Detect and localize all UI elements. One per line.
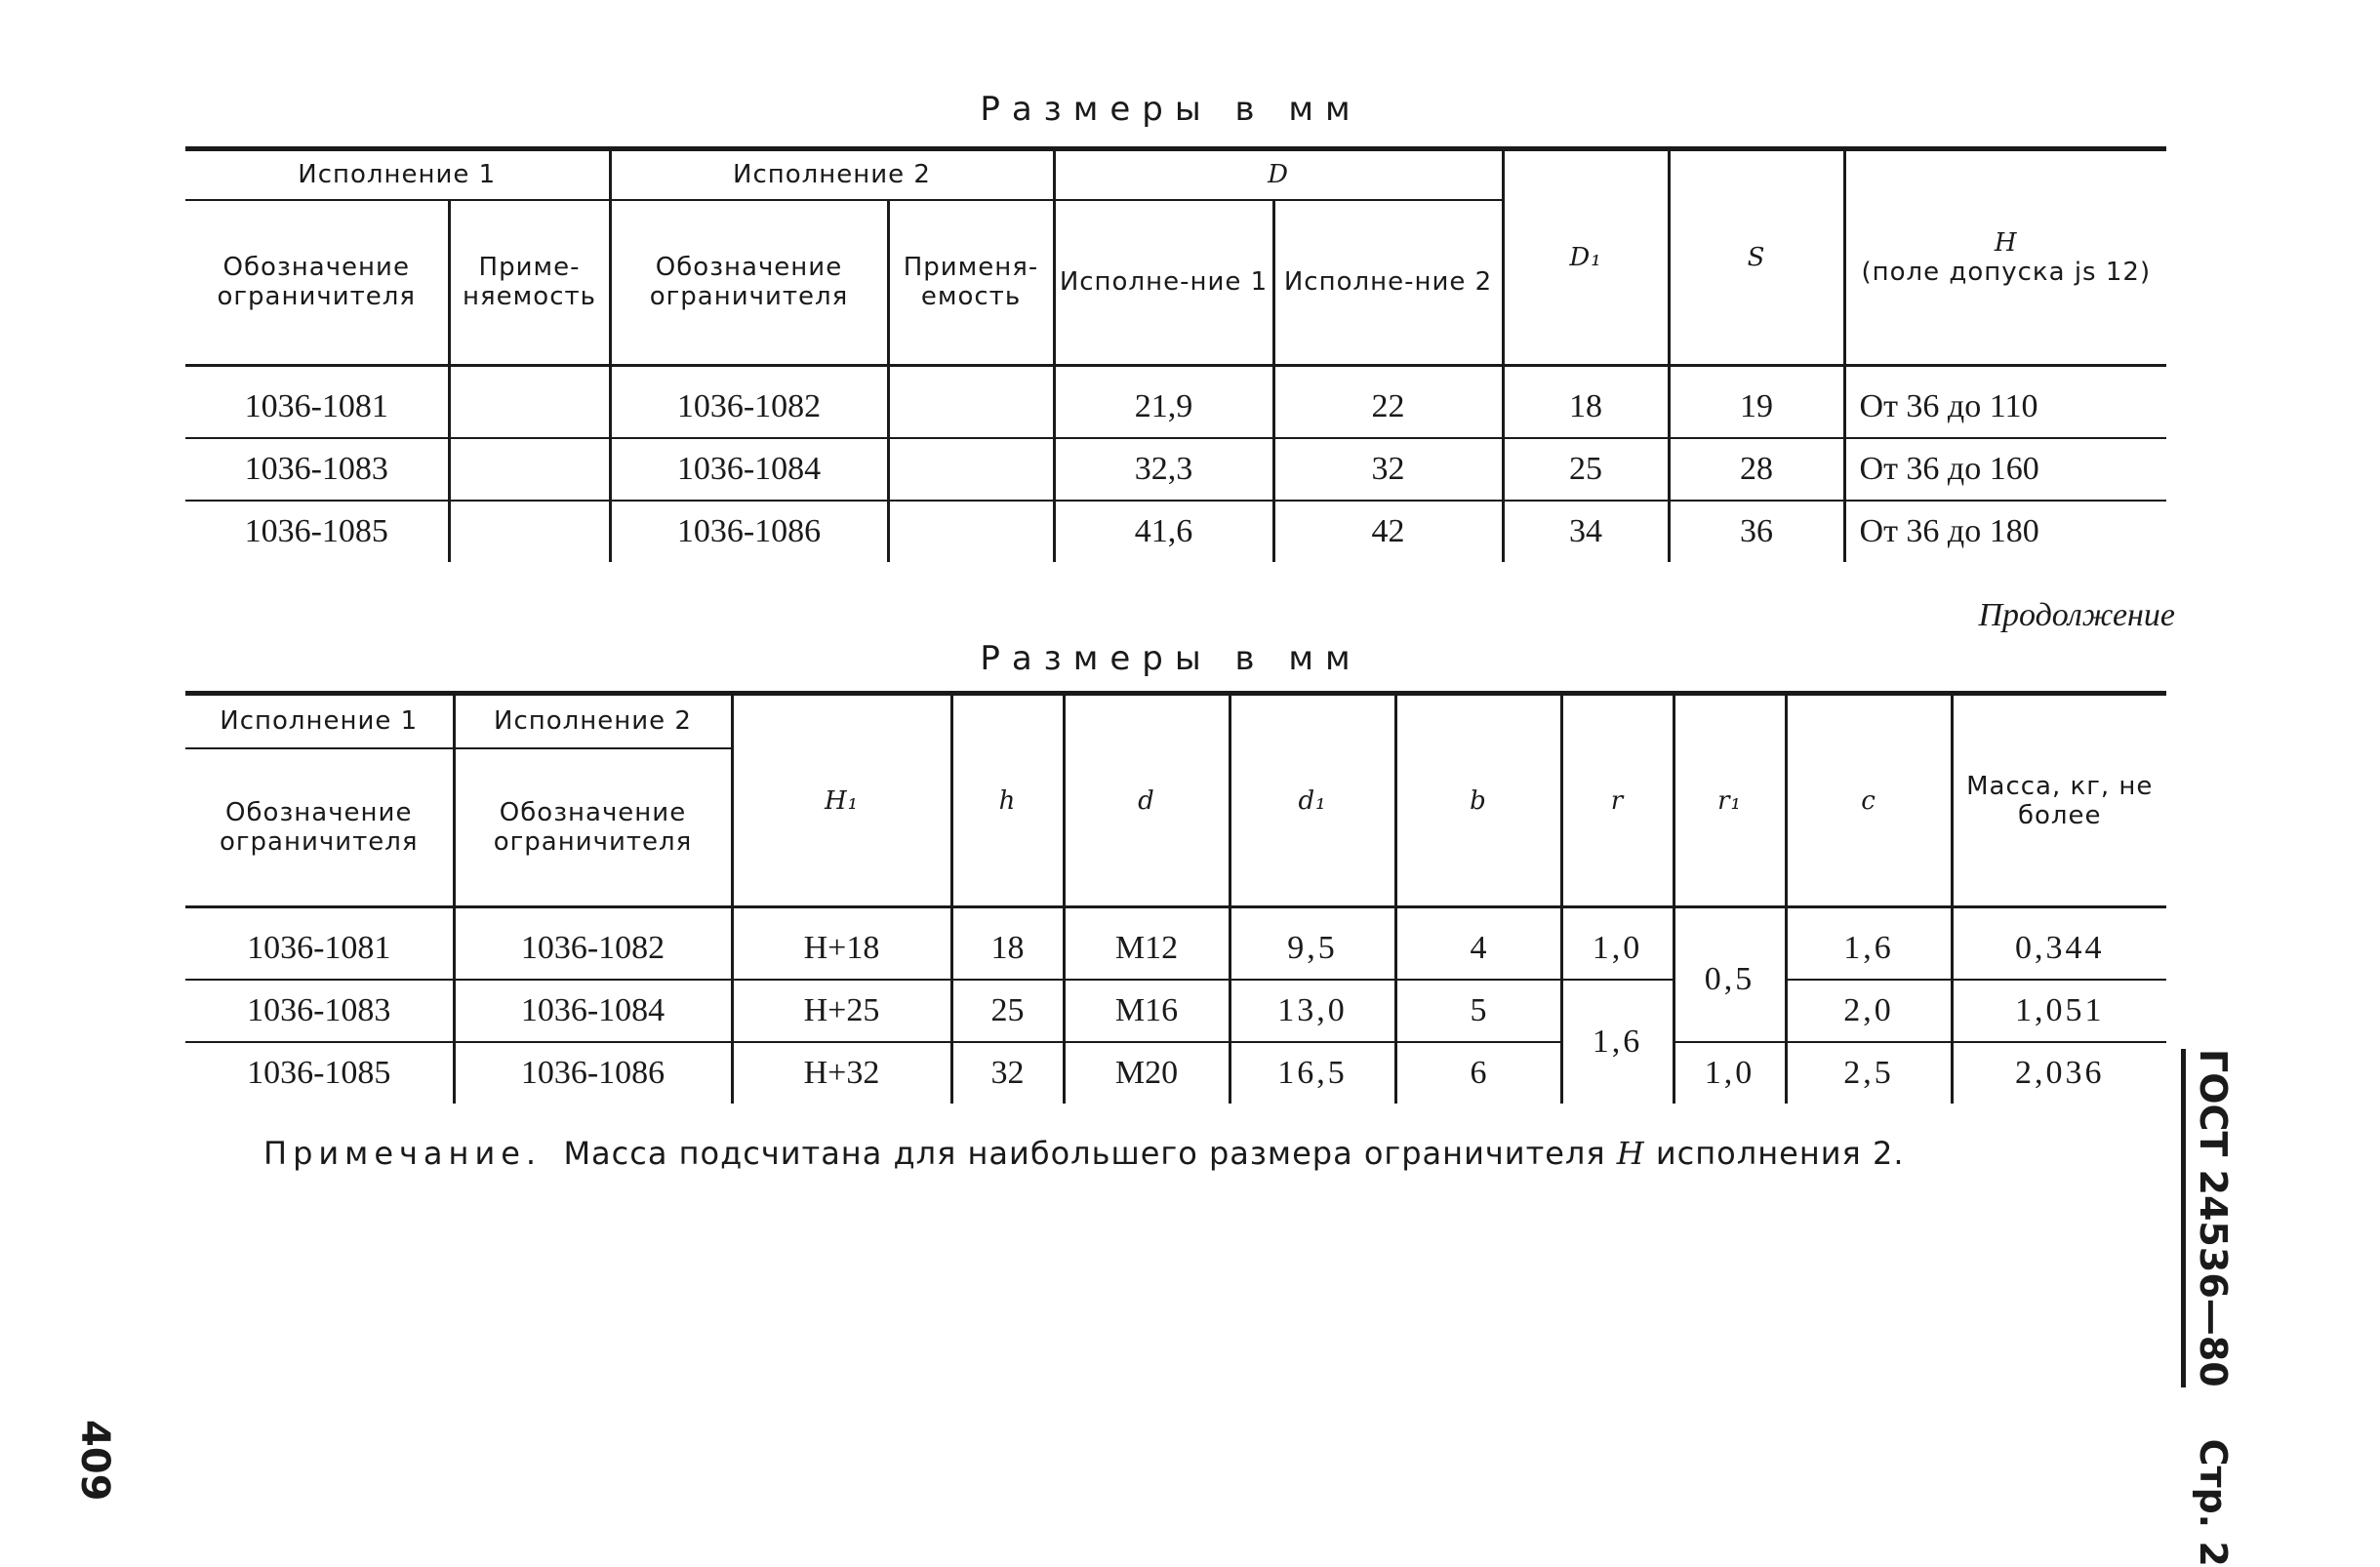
cell-c: 1,6 <box>1786 907 1952 981</box>
header-mass: Масса, кг, не более <box>1952 694 2166 907</box>
cell-oboznachenie-1: 1036-1083 <box>185 438 449 501</box>
cell-r: 1,0 <box>1561 907 1674 981</box>
header-D: D <box>1054 149 1503 200</box>
header-oboznachenie-2: Обозначение ограничителя <box>610 200 888 366</box>
cell-primenyaemost-2 <box>888 501 1054 562</box>
continuation-label: Продолжение <box>1978 597 2175 633</box>
table-note <box>263 1135 1904 1172</box>
dimensions-table-1 <box>185 146 2166 562</box>
cell-d: M20 <box>1064 1042 1230 1104</box>
cell-oboznachenie-2: 1036-1086 <box>454 1042 732 1104</box>
note-variable: H <box>1616 1135 1645 1172</box>
cell-oboznachenie-1: 1036-1085 <box>185 1042 454 1104</box>
note-text: Масса подсчитана для наибольшего размера ограничителя <box>563 1135 1606 1172</box>
cell-d: M12 <box>1064 907 1230 981</box>
note-label: Примечание. <box>263 1135 543 1172</box>
header-H-tolerance: (поле допуска js 12) <box>1861 258 2152 287</box>
cell-h: 25 <box>951 980 1064 1042</box>
header-h: h <box>951 694 1064 907</box>
cell-c: 2,5 <box>1786 1042 1952 1104</box>
page-number: 409 <box>72 1420 117 1502</box>
side-page-label: Стр. 2 <box>2192 1438 2235 1567</box>
header-oboznachenie-1: Обозначение ограничителя <box>185 200 449 366</box>
cell-D1: 34 <box>1503 501 1669 562</box>
header-ispolnenie-1: Исполнение 1 <box>185 149 610 200</box>
cell-primenyaemost-1 <box>449 366 610 439</box>
cell-S: 28 <box>1669 438 1844 501</box>
cell-oboznachenie-1: 1036-1085 <box>185 501 449 562</box>
cell-oboznachenie-2: 1036-1082 <box>610 366 888 439</box>
cell-H1: H+18 <box>732 907 951 981</box>
cell-primenyaemost-2 <box>888 438 1054 501</box>
cell-S: 19 <box>1669 366 1844 439</box>
header-D1: D₁ <box>1503 149 1669 366</box>
cell-oboznachenie-2: 1036-1082 <box>454 907 732 981</box>
cell-D-isp2: 32 <box>1273 438 1503 501</box>
table-row <box>185 980 2166 1042</box>
cell-D1: 18 <box>1503 366 1669 439</box>
header-D-ispolnenie-1: Исполне-ние 1 <box>1054 200 1273 366</box>
cell-d1: 13,0 <box>1230 980 1395 1042</box>
cell-r-merged: 1,6 <box>1561 980 1674 1104</box>
cell-b: 4 <box>1395 907 1561 981</box>
cell-mass: 0,344 <box>1952 907 2166 981</box>
cell-h: 32 <box>951 1042 1064 1104</box>
header-oboznachenie-1: Обозначение ограничителя <box>185 748 454 907</box>
table-row <box>185 1042 2166 1104</box>
cell-b: 5 <box>1395 980 1561 1042</box>
table-row <box>185 366 2166 439</box>
cell-oboznachenie-1: 1036-1081 <box>185 907 454 981</box>
header-primenyaemost-2: Применя-емость <box>888 200 1054 366</box>
cell-primenyaemost-1 <box>449 501 610 562</box>
header-H: H (поле допуска js 12) <box>1844 149 2166 366</box>
cell-r1: 1,0 <box>1674 1042 1786 1104</box>
cell-primenyaemost-1 <box>449 438 610 501</box>
table-row <box>185 501 2166 562</box>
cell-D-isp2: 22 <box>1273 366 1503 439</box>
cell-oboznachenie-1: 1036-1081 <box>185 366 449 439</box>
cell-d1: 16,5 <box>1230 1042 1395 1104</box>
cell-H1: H+32 <box>732 1042 951 1104</box>
cell-primenyaemost-2 <box>888 366 1054 439</box>
header-oboznachenie-2: Обозначение ограничителя <box>454 748 732 907</box>
header-primenyaemost-1: Приме-няемость <box>449 200 610 366</box>
header-ispolnenie-2: Исполнение 2 <box>610 149 1054 200</box>
table1-caption: Размеры в мм <box>980 90 1362 129</box>
cell-H: От 36 до 110 <box>1844 366 2166 439</box>
cell-S: 36 <box>1669 501 1844 562</box>
table-row <box>185 907 2166 981</box>
cell-H: От 36 до 180 <box>1844 501 2166 562</box>
cell-h: 18 <box>951 907 1064 981</box>
side-running-header <box>2192 1049 2235 1567</box>
cell-d1: 9,5 <box>1230 907 1395 981</box>
cell-b: 6 <box>1395 1042 1561 1104</box>
cell-oboznachenie-1: 1036-1083 <box>185 980 454 1042</box>
cell-mass: 1,051 <box>1952 980 2166 1042</box>
cell-r1-merged: 0,5 <box>1674 907 1786 1043</box>
cell-D-isp1: 41,6 <box>1054 501 1273 562</box>
cell-D-isp1: 32,3 <box>1054 438 1273 501</box>
header-c: c <box>1786 694 1952 907</box>
cell-H: От 36 до 160 <box>1844 438 2166 501</box>
cell-oboznachenie-2: 1036-1084 <box>454 980 732 1042</box>
cell-D-isp1: 21,9 <box>1054 366 1273 439</box>
dimensions-table-2 <box>185 691 2166 1104</box>
cell-D1: 25 <box>1503 438 1669 501</box>
cell-oboznachenie-2: 1036-1084 <box>610 438 888 501</box>
table2-caption: Размеры в мм <box>980 639 1362 678</box>
header-d1: d₁ <box>1230 694 1395 907</box>
cell-H1: H+25 <box>732 980 951 1042</box>
header-b: b <box>1395 694 1561 907</box>
header-ispolnenie-1: Исполнение 1 <box>185 694 454 748</box>
cell-c: 2,0 <box>1786 980 1952 1042</box>
header-r1: r₁ <box>1674 694 1786 907</box>
header-ispolnenie-2: Исполнение 2 <box>454 694 732 748</box>
header-r: r <box>1561 694 1674 907</box>
note-tail: исполнения 2. <box>1655 1135 1905 1172</box>
cell-D-isp2: 42 <box>1273 501 1503 562</box>
cell-d: M16 <box>1064 980 1230 1042</box>
table-row <box>185 438 2166 501</box>
header-S: S <box>1669 149 1844 366</box>
header-H1: H₁ <box>732 694 951 907</box>
header-D-ispolnenie-2: Исполне-ние 2 <box>1273 200 1503 366</box>
cell-mass: 2,036 <box>1952 1042 2166 1104</box>
standard-designation: ГОСТ 24536—80 <box>2181 1049 2235 1387</box>
cell-oboznachenie-2: 1036-1086 <box>610 501 888 562</box>
header-d: d <box>1064 694 1230 907</box>
